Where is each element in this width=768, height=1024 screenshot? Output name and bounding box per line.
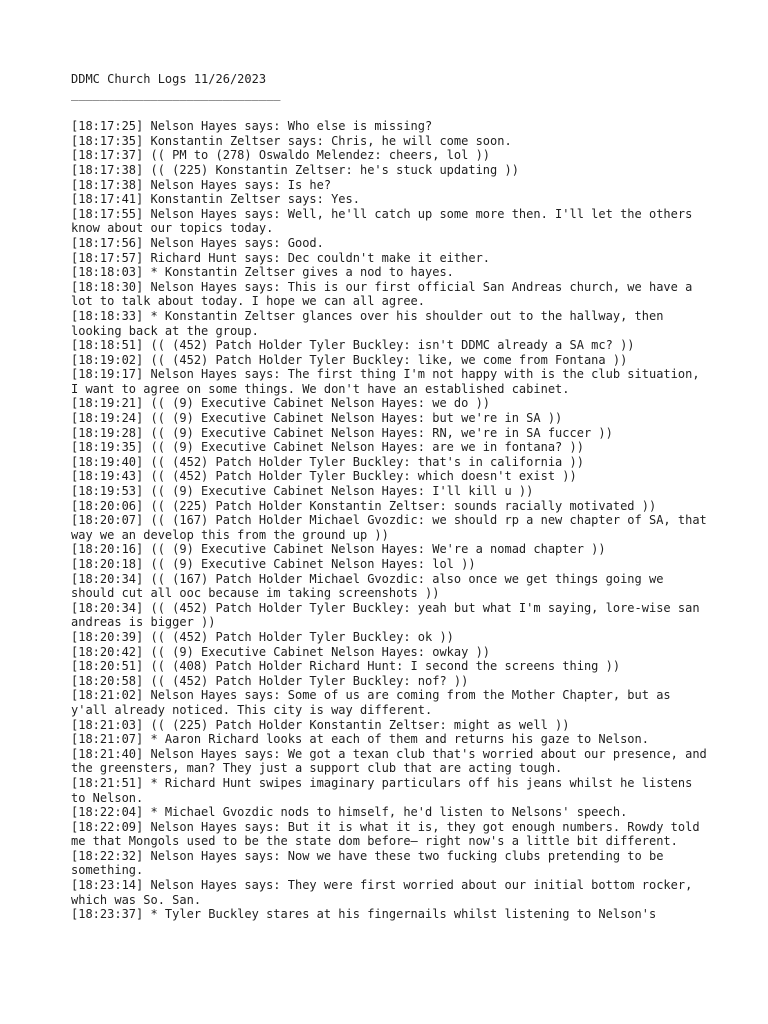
- log-line: [18:23:14] Nelson Hayes says: They were first worried about our initial bottom rocker, which was So. San.: [71, 878, 700, 907]
- log-line: [18:19:28] (( (9) Executive Cabinet Nelson Hayes: RN, we're in SA fuccer )): [71, 425, 613, 440]
- log-line: [18:17:38] Nelson Hayes says: Is he?: [71, 177, 332, 192]
- log-line: [18:19:40] (( (452) Patch Holder Tyler Buckley: that's in california )): [71, 454, 584, 469]
- log-line: [18:23:37] * Tyler Buckley stares at his fingernails whilst listening to Nelson's: [71, 907, 657, 922]
- log-line: [18:19:17] Nelson Hayes says: The first thing I'm not happy with is the club situation, I want to agree on some things. We don't have an established cabinet.: [71, 367, 707, 396]
- log-line: [18:18:33] * Konstantin Zeltser glances over his shoulder out to the hallway, then looking back at the group.: [71, 308, 671, 338]
- spacer: [71, 101, 708, 119]
- chat-log: [71, 119, 714, 922]
- log-line: [18:19:53] (( (9) Executive Cabinet Nelson Hayes: I'll kill u )): [71, 484, 534, 499]
- log-line: [18:21:07] * Aaron Richard looks at each of them and returns his gaze to Nelson.: [71, 732, 649, 747]
- log-line: [18:21:40] Nelson Hayes says: We got a texan club that's worried about our presence, and the greensters, man? They just a support club that are acting tough.: [71, 746, 714, 776]
- log-line: [18:20:06] (( (225) Patch Holder Konstantin Zeltser: sounds racially motivated )): [71, 498, 657, 513]
- log-line: [18:19:21] (( (9) Executive Cabinet Nelson Hayes: we do )): [71, 396, 491, 411]
- log-line: [18:17:55] Nelson Hayes says: Well, he'll catch up some more then. I'll let the others know about our topics today.: [71, 206, 700, 236]
- log-line: [18:17:37] (( PM to (278) Oswaldo Melendez: cheers, lol )): [71, 148, 491, 163]
- log-line: [18:19:02] (( (452) Patch Holder Tyler Buckley: like, we come from Fontana )): [71, 352, 628, 367]
- log-line: [18:22:32] Nelson Hayes says: Now we have these two fucking clubs pretending to be something.: [71, 848, 671, 878]
- log-line: [18:20:16] (( (9) Executive Cabinet Nelson Hayes: We're a nomad chapter )): [71, 542, 606, 557]
- log-line: [18:17:38] (( (225) Konstantin Zeltser: he's stuck updating )): [71, 162, 519, 177]
- log-line: [18:18:03] * Konstantin Zeltser gives a nod to hayes.: [71, 265, 454, 280]
- log-line: [18:20:18] (( (9) Executive Cabinet Nelson Hayes: lol )): [71, 557, 476, 571]
- log-line: [18:21:02] Nelson Hayes says: Some of us are coming from the Mother Chapter, but as y'all already noticed. This city is way different.: [71, 688, 678, 717]
- log-line: [18:20:51] (( (408) Patch Holder Richard Hunt: I second the screens thing )): [71, 659, 621, 674]
- log-line: [18:21:03] (( (225) Patch Holder Konstantin Zeltser: might as well )): [71, 717, 570, 732]
- log-line: [18:19:24] (( (9) Executive Cabinet Nelson Hayes: but we're in SA )): [71, 411, 563, 426]
- log-line: [18:17:57] Richard Hunt says: Dec couldn't make it either.: [71, 250, 491, 265]
- log-line: [18:19:43] (( (452) Patch Holder Tyler Buckley: which doesn't exist )): [71, 469, 577, 484]
- log-line: [18:17:35] Konstantin Zeltser says: Chris, he will come soon.: [71, 133, 512, 148]
- log-line: [18:20:58] (( (452) Patch Holder Tyler Buckley: nof? )): [71, 673, 469, 688]
- title-underline: _____________________________: [71, 86, 281, 101]
- log-line: [18:22:09] Nelson Hayes says: But it is what it is, they got enough numbers. Rowdy told me that Mongols used to be the state dom before— right now's a little bit different.: [71, 819, 707, 849]
- log-line: [18:17:25] Nelson Hayes says: Who else is missing?: [71, 119, 433, 134]
- document-title: DDMC Church Logs 11/26/2023: [71, 72, 267, 86]
- log-line: [18:18:30] Nelson Hayes says: This is our first official San Andreas church, we have a lot to talk about today. I hope we can all agree.: [71, 279, 700, 309]
- log-line: [18:20:07] (( (167) Patch Holder Michael Gvozdic: we should rp a new chapter of SA, that way we an develop this from the ground up )): [71, 513, 714, 542]
- log-line: [18:20:39] (( (452) Patch Holder Tyler Buckley: ok )): [71, 629, 454, 644]
- log-line: [18:18:51] (( (452) Patch Holder Tyler Buckley: isn't DDMC already a SA mc? )): [71, 338, 635, 353]
- log-line: [18:20:34] (( (452) Patch Holder Tyler Buckley: yeah but what I'm saying, lore-wise san andreas is bigger )): [71, 600, 707, 630]
- log-line: [18:17:41] Konstantin Zeltser says: Yes.: [71, 192, 360, 207]
- log-line: [18:19:35] (( (9) Executive Cabinet Nelson Hayes: are we in fontana? )): [71, 440, 584, 455]
- log-line: [18:20:34] (( (167) Patch Holder Michael Gvozdic: also once we get things going we should cut all ooc because im taking screenshots )): [71, 571, 671, 601]
- log-line: [18:17:56] Nelson Hayes says: Good.: [71, 235, 324, 250]
- log-line: [18:21:51] * Richard Hunt swipes imaginary particulars off his jeans whilst he listens to Nelson.: [71, 775, 700, 805]
- log-line: [18:20:42] (( (9) Executive Cabinet Nelson Hayes: owkay )): [71, 644, 491, 659]
- log-line: [18:22:04] * Michael Gvozdic nods to himself, he'd listen to Nelsons' speech.: [71, 805, 628, 820]
